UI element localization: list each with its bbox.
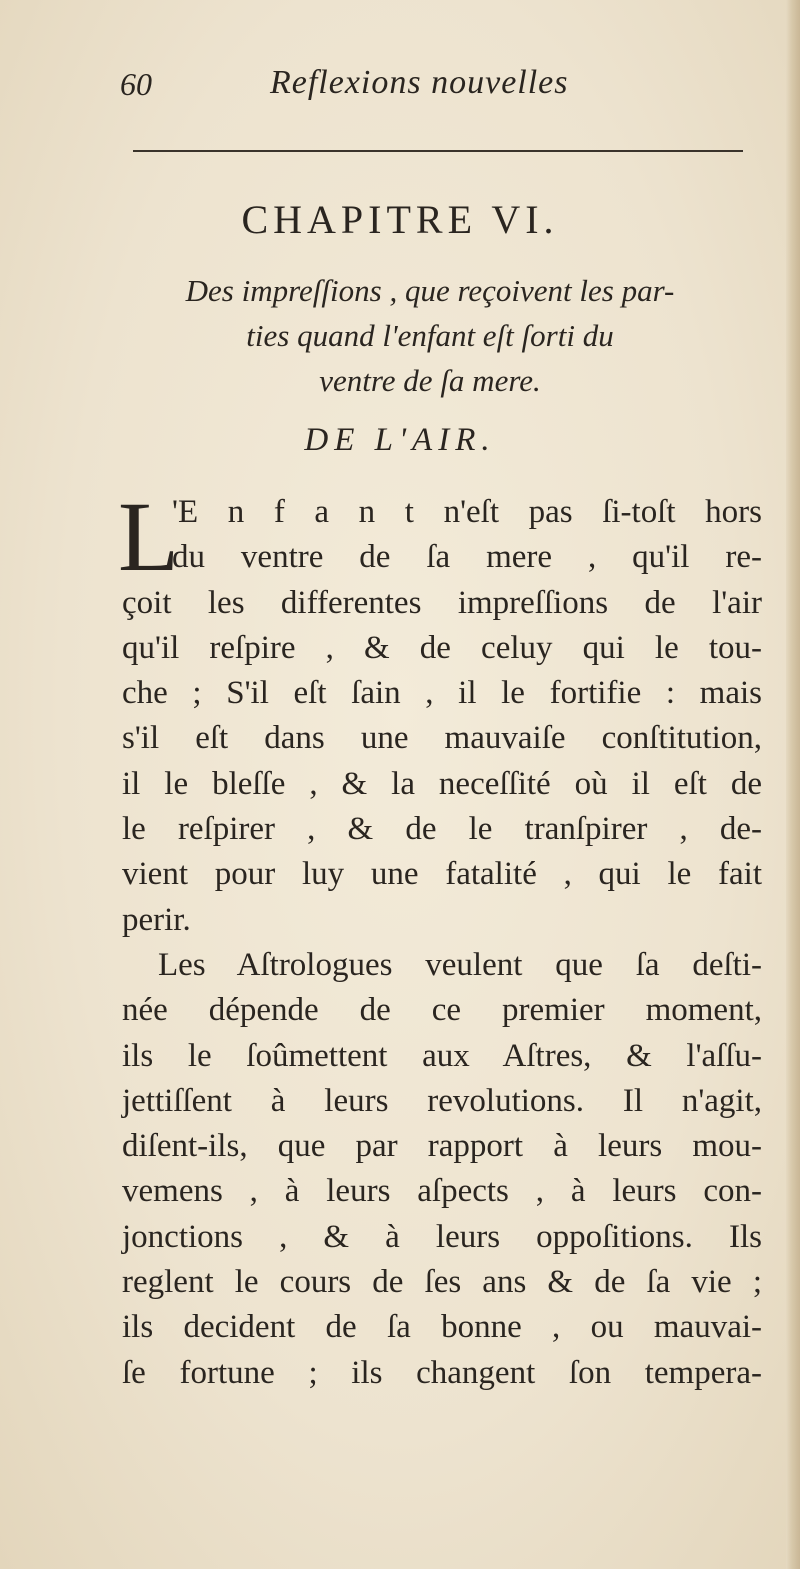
chapter-subtitle [110, 268, 750, 403]
text-line: ſe fortune ; ils changent ſon tempera- [122, 1354, 762, 1391]
subtitle-line: Des impreſſions , que reçoivent les par- [185, 273, 675, 308]
text-line: du ventre de ſa mere , qu'il re- [172, 539, 762, 576]
text-line: née dépende de ce premier moment, [122, 992, 762, 1029]
text-line: reglent le cours de ſes ans & de ſa vie ; [122, 1264, 762, 1301]
page-header [120, 60, 740, 110]
text-line: perir. [122, 901, 191, 938]
section-heading: DE L'AIR. [304, 422, 496, 458]
chapter-title: CHAPITRE VI. [241, 197, 559, 242]
text-line: vient pour luy une fatalité , qui le fait [122, 856, 762, 893]
text-line: ils decident de ſa bonne , ou mauvai- [122, 1309, 762, 1346]
header-rule [133, 150, 743, 152]
text-line: ils le ſoûmettent aux Aſtres, & l'aſſu- [122, 1037, 762, 1074]
text-line: çoit les differentes impreſſions de l'air [122, 584, 762, 621]
body-text [118, 481, 762, 1396]
running-title: Reflexions nouvelles [270, 64, 569, 101]
text-line: jettiſſent à leurs revolutions. Il n'agit, [122, 1082, 762, 1119]
text-line: Les Aſtrologues veulent que ſa deſti- [158, 946, 762, 983]
subtitle-line: ventre de ſa mere. [319, 363, 541, 398]
text-line: il le bleſſe , & la neceſſité où il eſt de [122, 765, 762, 802]
text-line: che ; S'il eſt ſain , il le fortifie : mais [122, 675, 762, 712]
text-line: 'E n f a n t n'eſt pas ſi-toſt hors [172, 494, 762, 530]
text-line: s'il eſt dans une mauvaiſe conſtitution, [122, 720, 762, 757]
text-line: vemens , à leurs aſpects , à leurs con- [122, 1173, 762, 1210]
text-line: jonctions , & à leurs oppoſitions. Ils [122, 1218, 762, 1255]
drop-cap: L [118, 481, 180, 592]
text-line: le reſpirer , & de le tranſpirer , de- [122, 811, 762, 848]
page-number: 60 [120, 66, 152, 102]
text-line: qu'il reſpire , & de celuy qui le tou- [122, 629, 762, 666]
text-line: diſent-ils, que par rapport à leurs mou- [122, 1128, 762, 1165]
subtitle-line: ties quand l'enfant eſt ſorti du [246, 318, 614, 353]
